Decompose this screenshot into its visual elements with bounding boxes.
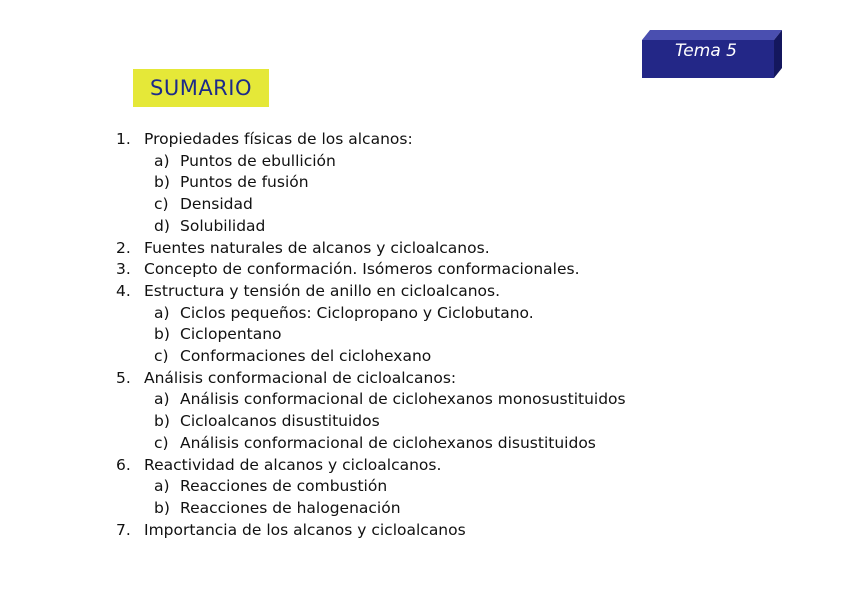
outline-subitem-text: Reacciones de halogenación — [180, 498, 401, 517]
outline-subitem — [116, 216, 716, 238]
outline-item — [116, 368, 716, 390]
outline-subitem-text: Cicloalcanos disustituidos — [180, 412, 380, 431]
outline-subitem-letter: a) — [154, 303, 170, 322]
outline-subitem — [116, 498, 716, 520]
outline-subitem-text: Análisis conformacional de ciclohexanos monosustituidos — [180, 390, 626, 409]
outline-subitem-text: Puntos de fusión — [180, 173, 309, 192]
outline-item-number: 1. — [116, 130, 131, 148]
outline-item-text: Fuentes naturales de alcanos y cicloalcanos. — [144, 238, 490, 257]
outline-subitem — [116, 346, 716, 368]
outline-subitem-letter: a) — [154, 390, 170, 409]
outline-item-number: 7. — [116, 520, 131, 539]
outline-item — [116, 455, 716, 477]
outline-subitem-text: Análisis conformacional de ciclohexanos disustituidos — [180, 433, 596, 452]
outline-subitem-letter: b) — [154, 412, 170, 431]
outline-subitem — [116, 324, 716, 346]
outline-item — [116, 129, 716, 151]
outline-subitem-text: Puntos de ebullición — [180, 151, 336, 170]
outline-subitem-text: Densidad — [180, 195, 253, 214]
outline-item-number: 4. — [116, 281, 131, 300]
outline-item — [116, 259, 716, 281]
outline-subitem-letter: a) — [154, 477, 170, 496]
outline-item-text: Concepto de conformación. Isómeros conformacionales. — [144, 260, 580, 279]
outline-subitem — [116, 433, 716, 455]
outline-subitem-letter: c) — [154, 347, 169, 366]
outline-item — [116, 520, 716, 542]
outline-subitem — [116, 194, 716, 216]
outline-item-number: 5. — [116, 368, 131, 387]
outline-subitem-letter: c) — [154, 433, 169, 452]
table-of-contents — [116, 129, 716, 541]
tema-badge — [642, 30, 782, 78]
outline-subitem — [116, 151, 716, 173]
outline-subitem-text: Reacciones de combustión — [180, 477, 388, 496]
outline-item — [116, 238, 716, 260]
sumario-heading — [133, 69, 269, 107]
outline-item-number: 3. — [116, 260, 131, 279]
outline-item-text: Análisis conformacional de cicloalcanos: — [144, 368, 457, 387]
outline-subitem-letter: c) — [154, 195, 169, 214]
outline-item — [116, 281, 716, 303]
outline-subitem — [116, 303, 716, 325]
outline-subitem — [116, 411, 716, 433]
tema-label: Tema 5 — [675, 41, 737, 61]
outline-subitem-letter: b) — [154, 498, 170, 517]
outline-subitem-letter: d) — [154, 216, 170, 235]
outline-subitem-letter: b) — [154, 173, 170, 192]
outline-subitem-text: Ciclopentano — [180, 325, 282, 344]
outline-item-text: Estructura y tensión de anillo en cicloalcanos. — [144, 281, 501, 300]
outline-subitem — [116, 172, 716, 194]
outline-subitem-text: Ciclos pequeños: Ciclopropano y Ciclobutano. — [180, 303, 534, 322]
outline-subitem-text: Solubilidad — [180, 216, 266, 235]
outline-subitem — [116, 476, 716, 498]
outline-item-text: Propiedades físicas de los alcanos: — [144, 130, 413, 148]
outline-item-text: Importancia de los alcanos y cicloalcanos — [144, 520, 466, 539]
outline-item-text: Reactividad de alcanos y cicloalcanos. — [144, 455, 442, 474]
sumario-label: SUMARIO — [150, 76, 252, 100]
outline-item-number: 2. — [116, 238, 131, 257]
outline-subitem-letter: b) — [154, 325, 170, 344]
outline-subitem-letter: a) — [154, 151, 170, 170]
outline-subitem — [116, 389, 716, 411]
outline-subitem-text: Conformaciones del ciclohexano — [180, 347, 432, 366]
outline-item-number: 6. — [116, 455, 131, 474]
